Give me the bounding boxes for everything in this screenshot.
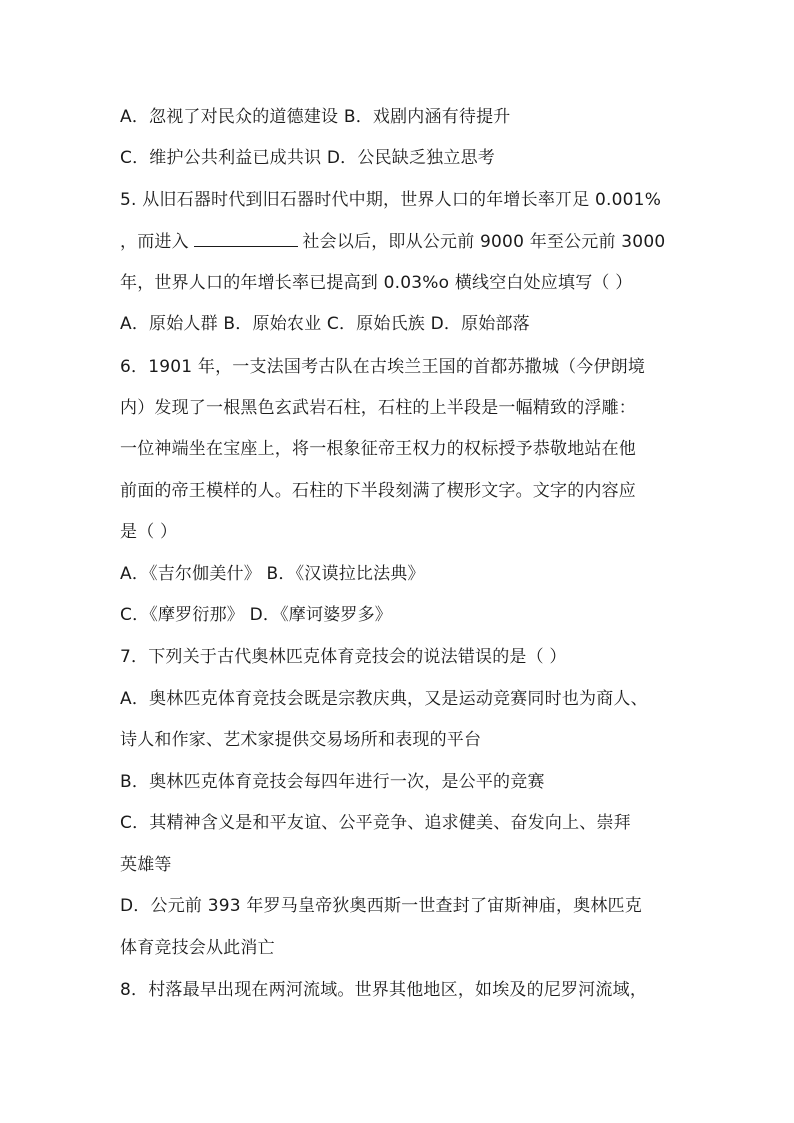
q5-stem-line-3: 年，世界人口的年增长率已提高到 0.03%o 横线空白处应填写（ ）: [120, 273, 633, 293]
q5-stem-line-2-start: ，而进入: [120, 232, 189, 252]
q7-stem: 7．下列关于古代奥林匹克体育竞技会的说法错误的是（ ）: [120, 647, 567, 667]
q5-stem-line-2: [120, 230, 665, 253]
fill-in-blank: [194, 230, 298, 247]
q7-option-c-line-2: 英雄等: [120, 855, 172, 875]
q5-options: A．原始人群 B．原始农业 C．原始氏族 D．原始部落: [120, 314, 530, 334]
q7-option-b: B．奥林匹克体育竞技会每四年进行一次，是公平的竞赛: [120, 772, 545, 792]
q5-stem-line-2-end: 社会以后，即从公元前 9000 年至公元前 3000: [302, 232, 666, 252]
q6-options-cd: C．《摩罗衍那》 D．《摩诃婆罗多》: [120, 605, 392, 625]
q7-option-d-line-1: D．公元前 393 年罗马皇帝狄奥西斯一世查封了宙斯神庙，奥林匹克: [120, 896, 642, 916]
q7-option-a-line-2: 诗人和作家、艺术家提供交易场所和表现的平台: [120, 730, 482, 750]
q6-stem-line-3: 一位神端坐在宝座上，将一根象征帝王权力的权标授予恭敬地站在他: [120, 439, 636, 459]
q6-stem-line-5: 是（ ）: [120, 522, 178, 542]
q7-option-a-line-1: A．奥林匹克体育竞技会既是宗教庆典，又是运动竞赛同时也为商人、: [120, 689, 648, 709]
q7-option-d-line-2: 体育竞技会从此消亡: [120, 938, 275, 958]
q6-stem-line-2: 内）发现了一根黑色玄武岩石柱，石柱的上半段是一幅精致的浮雕：: [120, 398, 636, 418]
q7-option-c-line-1: C．其精神含义是和平友谊、公平竞争、追求健美、奋发向上、崇拜: [120, 813, 631, 833]
q8-stem-line-1: 8．村落最早出现在两河流域。世界其他地区，如埃及的尼罗河流域，: [120, 980, 648, 1000]
q6-stem-line-1: 6．1901 年，一支法国考古队在古埃兰王国的首都苏撒城（今伊朗境: [120, 357, 646, 377]
q6-options-ab: A．《吉尔伽美什》 B．《汉谟拉比法典》: [120, 564, 425, 584]
q6-stem-line-4: 前面的帝王模样的人。石柱的下半段刻满了楔形文字。文字的内容应: [120, 481, 636, 501]
q4-options-ab: A．忽视了对民众的道德建设 B．戏剧内涵有待提升: [120, 107, 511, 127]
q5-stem-line-1: 5. 从旧石器时代到旧石器时代中期，世界人口的年增长率丌足 0.001%: [120, 190, 662, 210]
q4-options-cd: C．维护公共利益已成共识 D．公民缺乏独立思考: [120, 148, 495, 168]
